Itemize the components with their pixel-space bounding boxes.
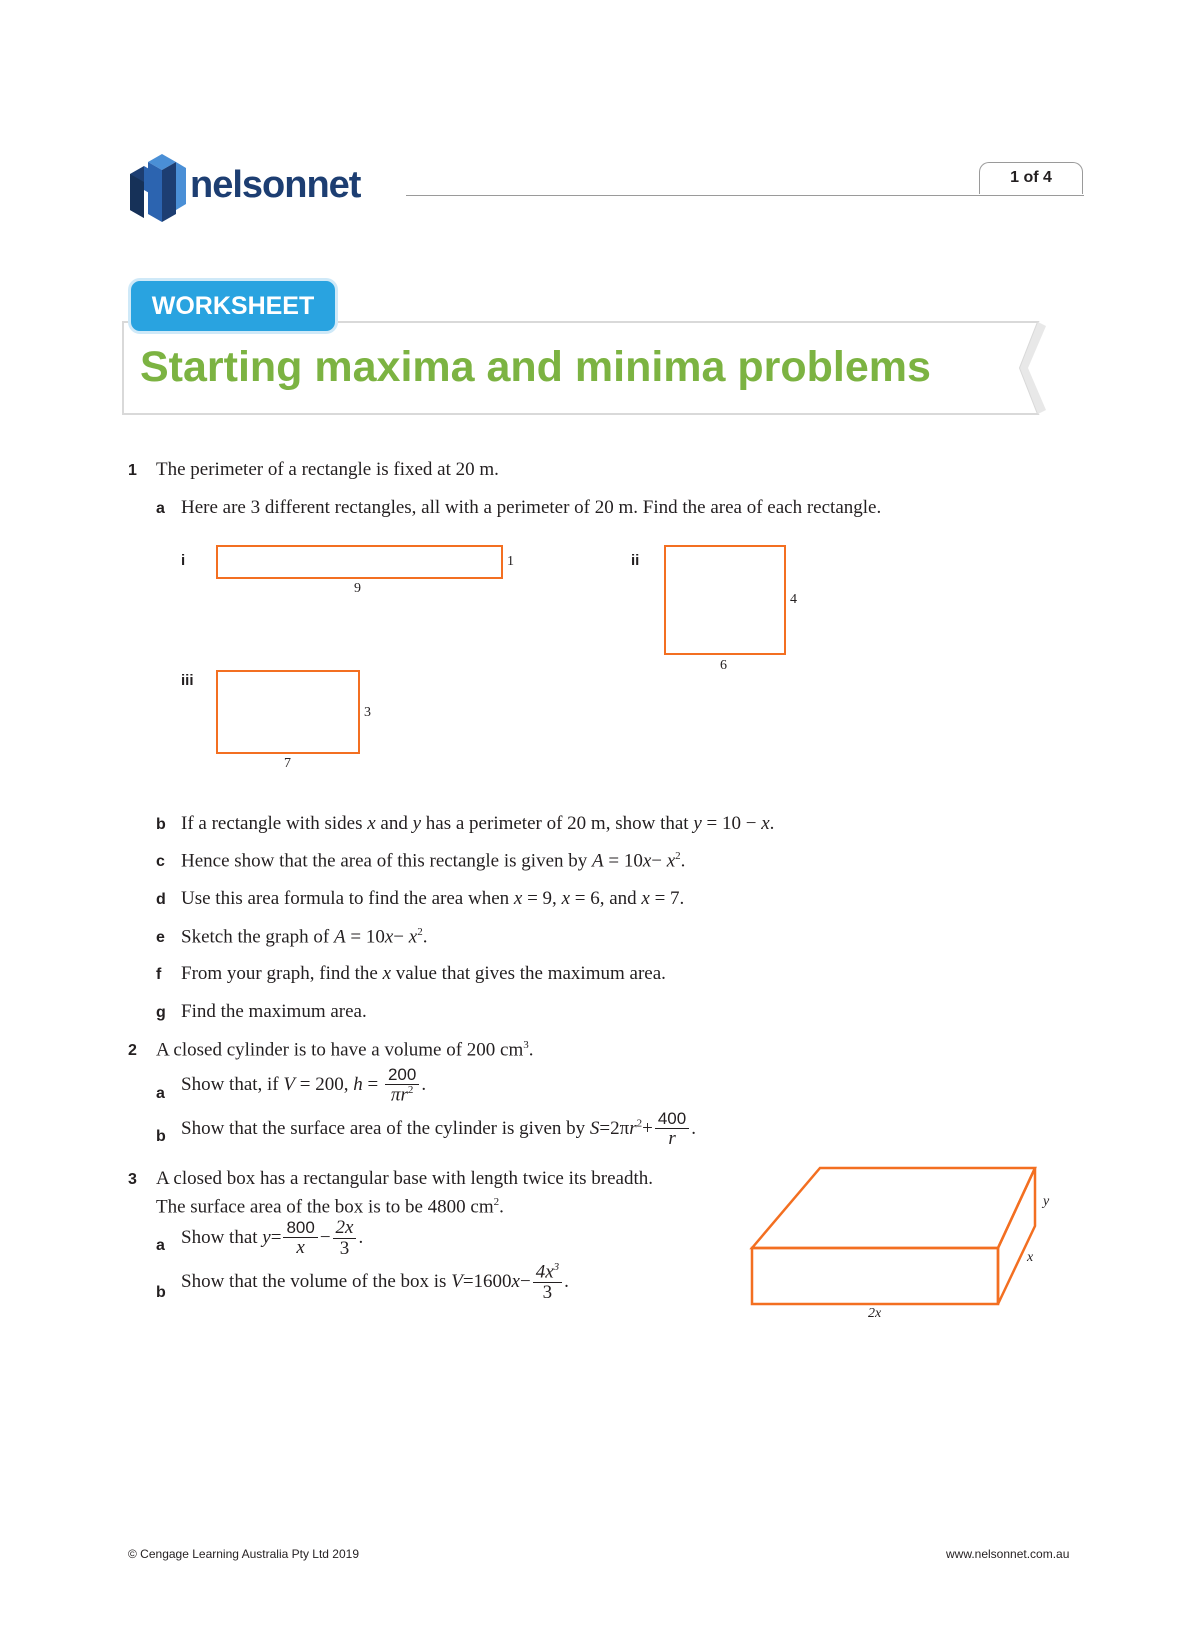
q3b-fraction: $\frac{4x^3}{3}$ (533, 1262, 562, 1303)
q3b-text: Show that the volume of the box is V=1600x− $\frac{4x^3}{3}$ . (181, 1261, 569, 1304)
box-diagram (740, 1160, 1060, 1310)
q2a-label: a (156, 1085, 165, 1102)
page-title: Starting maxima and minima problems (140, 343, 931, 391)
rect-iii-label: iii (181, 672, 194, 689)
header (0, 0, 1200, 230)
rectangle-i (216, 545, 503, 579)
footer-url[interactable]: www.nelsonnet.com.au (946, 1547, 1070, 1561)
worksheet-tag-text: WORKSHEET (151, 292, 315, 320)
q1-number: 1 (128, 462, 137, 479)
rect-ii-label: ii (631, 552, 640, 569)
q1g-label: g (156, 1004, 166, 1021)
rect-iii-width: 7 (284, 756, 291, 771)
rect-i-height: 1 (507, 554, 514, 569)
q3a-fraction-1: $\frac{800}{x}$ (283, 1219, 317, 1258)
q1e-label: e (156, 929, 165, 946)
header-rule (406, 195, 1084, 196)
q1a-text: Here are 3 different rectangles, all with a perimeter of 20 m. Find the area of each rectangle. (181, 497, 882, 518)
box-label-x: x (1027, 1250, 1034, 1265)
q1c-label: c (156, 853, 165, 870)
q2-text: A closed cylinder is to have a volume of 200 $cm^3$. (156, 1039, 534, 1061)
q2a-text: Show that, if V = 200, h = $\frac{200}{\pi r^2}$ . (181, 1065, 427, 1106)
box-label-y: y (1043, 1194, 1050, 1209)
worksheet-tag (128, 278, 338, 334)
nelsonnet-logo-icon (126, 154, 188, 224)
page-indicator (979, 162, 1083, 194)
rect-ii-width: 6 (720, 658, 727, 673)
q1e-text: Sketch the graph of $A = 10x- x^2$. (181, 926, 428, 948)
q3b-label: b (156, 1284, 166, 1301)
q1d-text: Use this area formula to find the area when x = 9, x = 6, and x = 7. (181, 888, 685, 909)
q1f-text: From your graph, find the x value that gives the maximum area. (181, 963, 666, 984)
q1b-text: If a rectangle with sides x and y has a perimeter of 20 m, show that y = 10 − x. (181, 813, 775, 834)
q3-number: 3 (128, 1171, 137, 1188)
footer-copyright: © Cengage Learning Australia Pty Ltd 2019 (128, 1547, 359, 1561)
rect-i-label: i (181, 552, 186, 569)
rectangle-iii (216, 670, 360, 754)
q2b-label: b (156, 1128, 166, 1145)
rect-ii-height: 4 (790, 592, 797, 607)
q1f-label: f (156, 966, 162, 983)
page-indicator-text: 1 of 4 (1010, 169, 1052, 186)
q3a-label: a (156, 1237, 165, 1254)
logo-text: nelsonnet (190, 164, 361, 206)
q2b-fraction: $\frac{400}{r}$ (655, 1110, 689, 1149)
q1b-label: b (156, 816, 166, 833)
q2a-fraction: $\frac{200}{\pi r^2}$ (385, 1066, 419, 1105)
q1g-text: Find the maximum area. (181, 1001, 367, 1022)
q3-line2: The surface area of the box is to be 4800 $cm^2$. (156, 1196, 504, 1218)
q1d-label: d (156, 891, 166, 908)
q1-text: The perimeter of a rectangle is fixed at 20 m. (156, 459, 499, 480)
rect-i-width: 9 (354, 581, 361, 596)
box-label-length: 2x (868, 1306, 882, 1321)
rect-iii-height: 3 (364, 705, 371, 720)
q1c-text: Hence show that the area of this rectangle is given by $A = 10x- x^2$. (181, 850, 686, 872)
q2b-text: Show that the surface area of the cylinder is given by $S=2\pi r^2+$ $\frac{400}{r}$ . (181, 1109, 696, 1149)
q1a-label: a (156, 500, 165, 517)
rectangle-ii (664, 545, 786, 655)
q2-number: 2 (128, 1042, 137, 1059)
q3a-text: Show that y= $\frac{800}{x}$ − $\frac{2x}{3}$ . (181, 1217, 364, 1259)
q3a-fraction-2: $\frac{2x}{3}$ (333, 1218, 357, 1259)
q3-line1: A closed box has a rectangular base with length twice its breadth. (156, 1168, 654, 1189)
title-banner (120, 278, 1050, 418)
